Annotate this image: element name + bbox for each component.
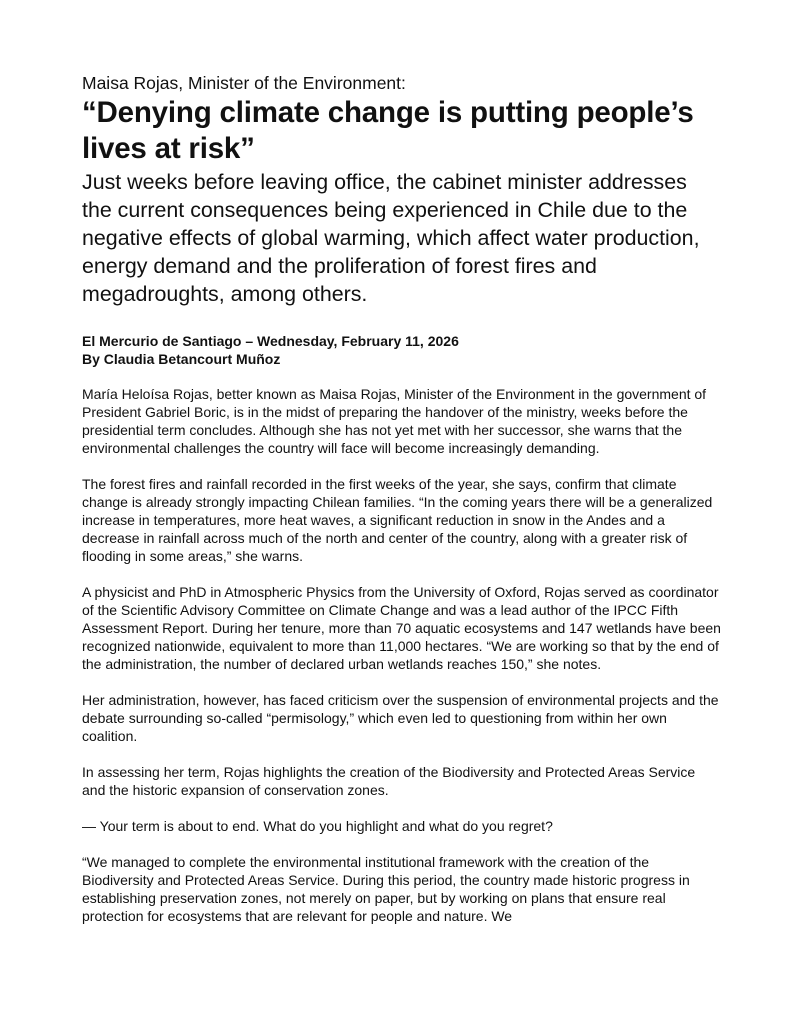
body-paragraph: María Heloísa Rojas, better known as Maisa Rojas, Minister of the Environment in the government of President Gabriel Boric, is in the midst of preparing the handover of the ministry, weeks before the presidential term concludes. Although she has not yet met with her successor, she warns that the environmental challenges the country will face will become increasingly demanding. [82,386,707,456]
source-line: El Mercurio de Santiago – Wednesday, February 11, 2026 [82,333,459,349]
article-kicker: Maisa Rojas, Minister of the Environment: [82,73,406,93]
body-paragraph: “We managed to complete the environmental institutional framework with the creation of the Biodiversity and Protected Areas Service. During this period, the country made historic progress in establishing preservation zones, not merely on paper, but by working on plans that ensure real protection for ecosystems that are relevant for people and nature. We [82,854,690,924]
interview-question: — Your term is about to end. What do you highlight and what do you regret? [82,818,553,834]
article-page [82,72,722,943]
article-body [82,385,722,925]
body-paragraph: A physicist and PhD in Atmospheric Physics from the University of Oxford, Rojas served as coordinator of the Scientific Advisory Committee on Climate Change and was a lead author of the IPCC Fifth Assessment Report. During her tenure, more than 70 aquatic ecosystems and 147 wetlands have been recognized nationwide, equivalent to more than 11,000 hectares. “We are working so that by the end of the administration, the number of declared urban wetlands reaches 150,” she notes. [82,584,721,672]
body-paragraph: The forest fires and rainfall recorded in the first weeks of the year, she says, confirm that climate change is already strongly impacting Chilean families. “In the coming years there will be a generalized increase in temperatures, more heat waves, a significant reduction in snow in the Andes and a decrease in rainfall across much of the north and center of the country, along with a greater risk of flooding in some areas,” she warns. [82,476,713,564]
article-headline: “Denying climate change is putting people’s lives at risk” [82,96,694,165]
byline [82,332,722,368]
article-deck: Just weeks before leaving office, the cabinet minister addresses the current consequences being experienced in Chile due to the negative effects of global warming, which affect water production, energy demand and the proliferation of forest fires and megadroughts, among others. [82,170,700,306]
body-paragraph: Her administration, however, has faced criticism over the suspension of environmental projects and the debate surrounding so-called “permisology,” which even led to questioning from within her own coalition. [82,692,719,744]
body-paragraph: In assessing her term, Rojas highlights the creation of the Biodiversity and Protected Areas Service and the historic expansion of conservation zones. [82,764,696,798]
author-line: By Claudia Betancourt Muñoz [82,351,281,367]
